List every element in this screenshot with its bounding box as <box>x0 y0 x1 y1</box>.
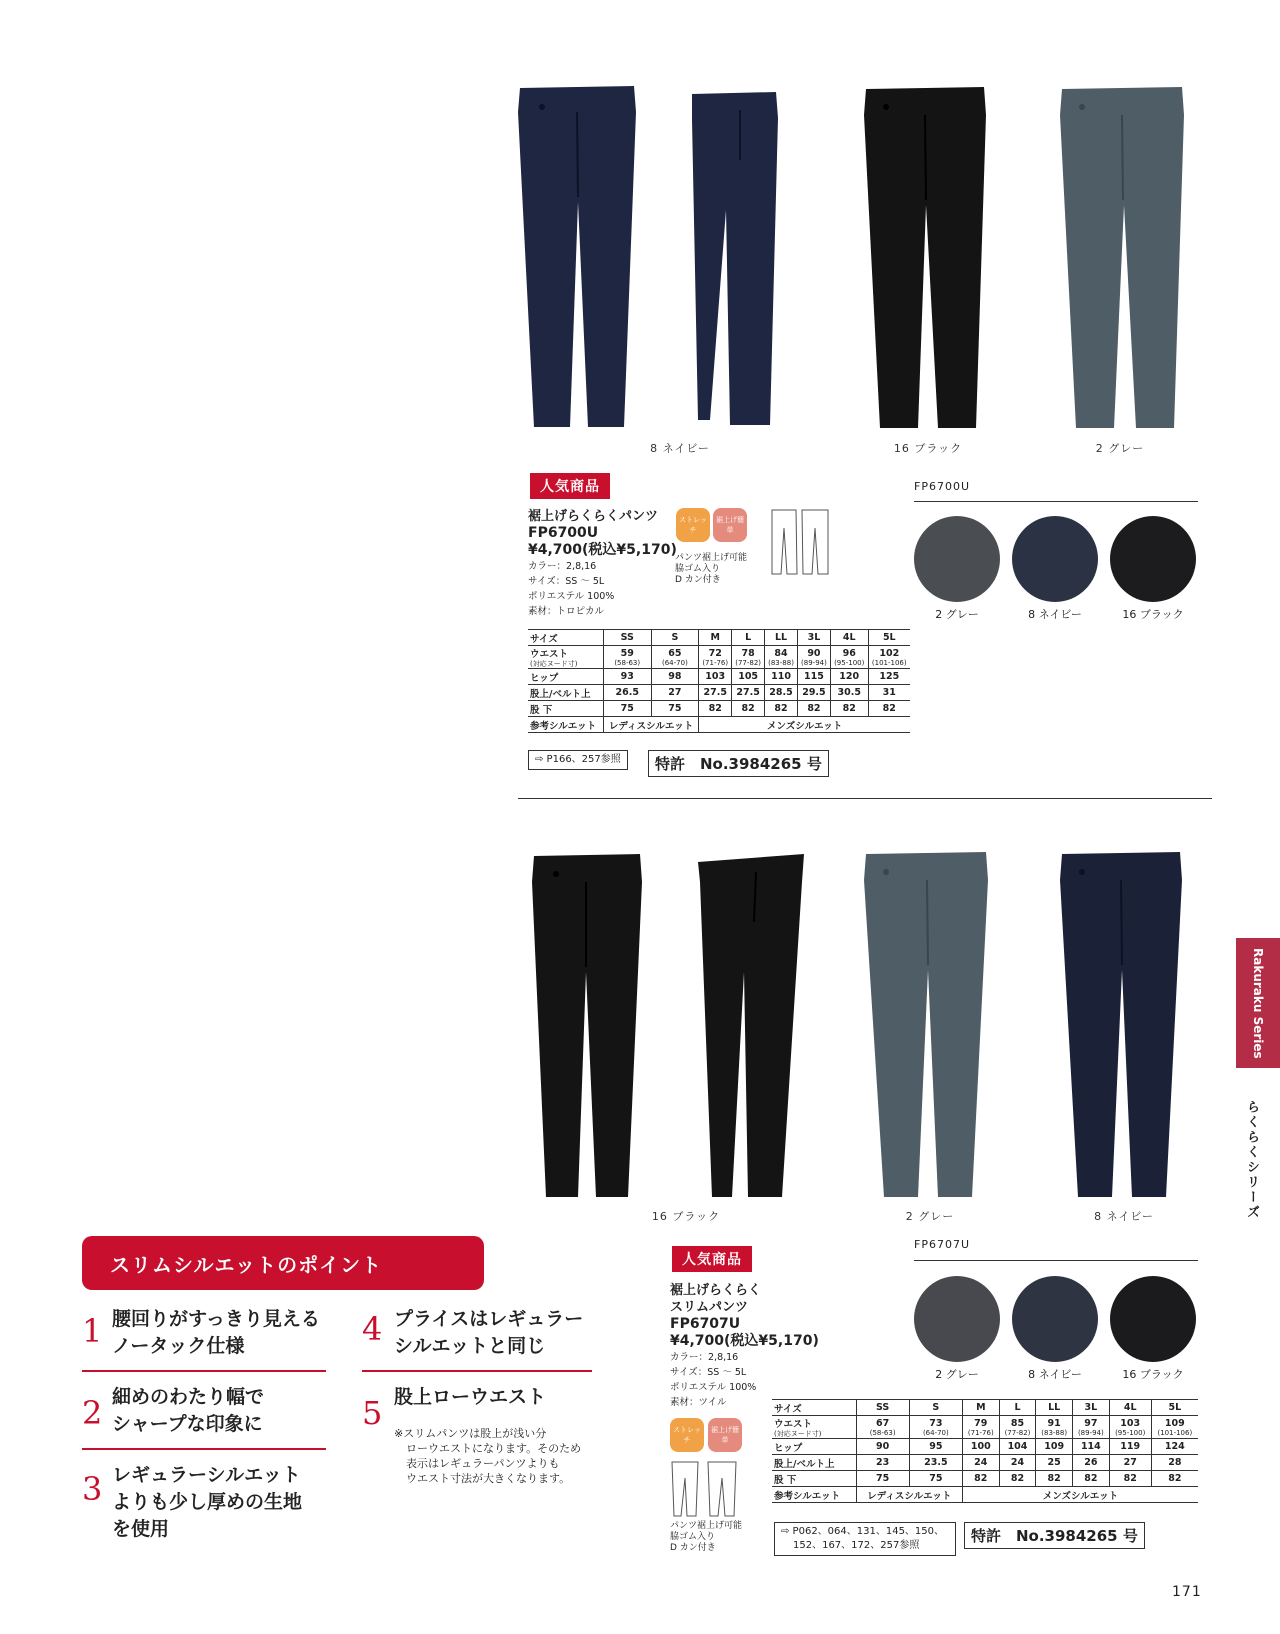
patent-number: 特許 No.3984265 号 <box>648 750 829 777</box>
table-row-silhouette-2: 参考シルエット レディスシルエット メンズシルエット <box>772 1487 1198 1503</box>
spec-size-2: サイズ：SS ～ 5L <box>670 1367 747 1378</box>
pant-photo-black-front <box>528 852 646 1202</box>
pant-photo-gray <box>1052 85 1192 433</box>
point-divider-2 <box>82 1448 326 1450</box>
point-number-5: 5 <box>362 1394 383 1432</box>
stretch-icon: ストレッチ <box>676 508 710 542</box>
swatch-divider-2 <box>914 1260 1198 1261</box>
pant-line-drawing <box>770 508 830 576</box>
feature-list <box>675 553 747 586</box>
table-row-size-2: サイズ SS S M L LL 3L 4L 5L <box>772 1400 1198 1416</box>
swatch-title: FP6700U <box>914 480 971 493</box>
feature-elastic-2: 脇ゴム入り <box>670 1532 716 1542</box>
table-row-rise: 股上/ベルト上 26.5 27 27.5 27.5 28.5 29.5 30.5 31 <box>528 685 910 701</box>
page-number: 171 <box>1172 1584 1202 1600</box>
table-row-rise-2: 股上/ベルト上 23 23.5 24 24 25 26 27 28 <box>772 1455 1198 1471</box>
point-number-2: 2 <box>82 1394 103 1432</box>
point-number-1: 1 <box>82 1312 103 1350</box>
product-price-2: ¥4,700(税込¥5,170) <box>670 1333 819 1349</box>
table-row-inseam: 股 下 75 75 82 82 82 82 82 82 <box>528 701 910 717</box>
feature-dring-2: D カン付き <box>670 1543 716 1553</box>
photo-caption-5: 2 グレー <box>905 1210 955 1223</box>
feature-elastic: 脇ゴム入り <box>675 564 721 574</box>
spec-fabric-2: 素材：ツイル <box>670 1397 727 1408</box>
product-code: FP6700U <box>528 525 599 541</box>
product-info <box>528 508 678 619</box>
photo-caption-2: 16 ブラック <box>893 442 963 455</box>
table-row-hip: ヒップ 93 98 103 105 110 115 120 125 <box>528 669 910 685</box>
table-row-size: サイズ SS S M L LL 3L 4L 5L <box>528 630 910 646</box>
table-row-waist-2: ウエスト (対応ヌード寸) 67 (58-63) 73 (64-70) 79 (71-76) 85 (77-82) 91 (83-88) 97 (89-94) 103 (95-100) 109 (101-106) <box>772 1416 1198 1439</box>
swatch-label-navy: 8 ネイビー <box>1028 608 1082 621</box>
spec-material: ポリエステル 100% <box>528 591 615 602</box>
feature-hem: パンツ裾上げ可能 <box>675 553 748 563</box>
swatch-label-black: 16 ブラック <box>1122 608 1184 621</box>
size-table <box>528 629 910 733</box>
point-number-4: 4 <box>362 1310 383 1348</box>
feature-list-2 <box>670 1521 742 1554</box>
popular-badge-2: 人気商品 <box>672 1246 752 1272</box>
swatch-black-2 <box>1110 1276 1196 1362</box>
series-label: らくらくシリーズ <box>1244 1100 1259 1220</box>
pant-photo-navy-front <box>512 82 642 432</box>
product-name: 裾上げらくらくパンツ <box>528 509 659 524</box>
swatch-label-gray-2: 2 グレー <box>935 1368 979 1381</box>
pant-line-drawing-2 <box>670 1460 740 1518</box>
feature-dring: D カン付き <box>675 575 721 585</box>
photo-caption-3: 2 グレー <box>1095 442 1145 455</box>
page-reference: ⇨ P166、257参照 <box>528 750 628 770</box>
table-row-waist: ウエスト (対応ヌード寸) 59 (58-63) 65 (64-70) 72 (71-76) 78 (77-82) 84 (83-88) 90 (89-94) 96 (95-100) 102 (101-106) <box>528 646 910 669</box>
swatch-title-2: FP6707U <box>914 1238 971 1251</box>
page-reference-2: ⇨ P062、064、131、145、150、 152、167、172、257参照 <box>774 1522 956 1556</box>
swatch-gray-2 <box>914 1276 1000 1362</box>
point-text-5: 股上ローウエスト <box>394 1386 547 1408</box>
swatch-label-gray: 2 グレー <box>935 608 979 621</box>
swatch-navy <box>1012 516 1098 602</box>
feature-hem-2: パンツ裾上げ可能 <box>670 1521 743 1531</box>
pant-photo-gray-slim <box>860 850 994 1202</box>
hem-easy-icon-2: 裾上げ簡単 <box>708 1418 742 1452</box>
point-text-4: プライスはレギュラー シルエットと同じ <box>394 1308 584 1357</box>
point-text-2: 細めのわたり幅で シャープな印象に <box>112 1386 265 1435</box>
table-row-silhouette: 参考シルエット レディスシルエット メンズシルエット <box>528 717 910 733</box>
swatch-black <box>1110 516 1196 602</box>
product-code-2: FP6707U <box>670 1316 741 1332</box>
spec-color-2: カラー：2,8,16 <box>670 1352 739 1363</box>
slim-points-heading: スリムシルエットのポイント <box>82 1236 484 1290</box>
stretch-icon-2: ストレッチ <box>670 1418 704 1452</box>
pant-photo-black-back <box>696 852 808 1202</box>
photo-caption-1: 8 ネイビー <box>650 442 710 455</box>
photo-caption-6: 8 ネイビー <box>1094 1210 1154 1223</box>
spec-fabric: 素材：トロピカル <box>528 606 605 617</box>
swatch-divider <box>914 501 1198 502</box>
point-divider-4 <box>362 1370 592 1372</box>
spec-color: カラー：2,8,16 <box>528 561 597 572</box>
pant-photo-navy-slim <box>1056 850 1186 1202</box>
swatch-navy-2 <box>1012 1276 1098 1362</box>
pant-photo-navy-back <box>690 90 780 430</box>
product-price: ¥4,700(税込¥5,170) <box>528 542 677 558</box>
table-row-inseam-2: 股 下 75 75 82 82 82 82 82 82 <box>772 1471 1198 1487</box>
product-name-line1: 裾上げらくらく <box>670 1283 762 1298</box>
patent-number-2: 特許 No.3984265 号 <box>964 1522 1145 1549</box>
swatch-gray <box>914 516 1000 602</box>
point-text-3: レギュラーシルエット よりも少し厚めの生地 を使用 <box>112 1464 303 1540</box>
popular-badge: 人気商品 <box>530 473 610 499</box>
point-number-3: 3 <box>82 1470 103 1508</box>
table-row-hip-2: ヒップ 90 95 100 104 109 114 119 124 <box>772 1439 1198 1455</box>
section-divider <box>518 798 1212 799</box>
product-info-2 <box>670 1282 830 1410</box>
photo-caption-4: 16 ブラック <box>651 1210 721 1223</box>
point-note: ※スリムパンツは股上が浅い分 ローウエストになります。そのため 表示はレギュラーパンツよりも ウエスト寸法が大きくなります。 <box>394 1427 582 1485</box>
swatch-label-navy-2: 8 ネイビー <box>1028 1368 1082 1381</box>
product-name-line2: スリムパンツ <box>670 1300 749 1315</box>
swatch-label-black-2: 16 ブラック <box>1122 1368 1184 1381</box>
series-tab[interactable]: Rakuraku Series <box>1236 938 1280 1068</box>
point-divider-1 <box>82 1370 326 1372</box>
spec-size: サイズ：SS ～ 5L <box>528 576 605 587</box>
point-text-1: 腰回りがすっきり見える ノータック仕様 <box>112 1308 320 1357</box>
pant-photo-black <box>856 85 994 433</box>
hem-easy-icon: 裾上げ簡単 <box>713 508 747 542</box>
spec-material-2: ポリエステル 100% <box>670 1382 757 1393</box>
size-table-2 <box>772 1399 1198 1503</box>
